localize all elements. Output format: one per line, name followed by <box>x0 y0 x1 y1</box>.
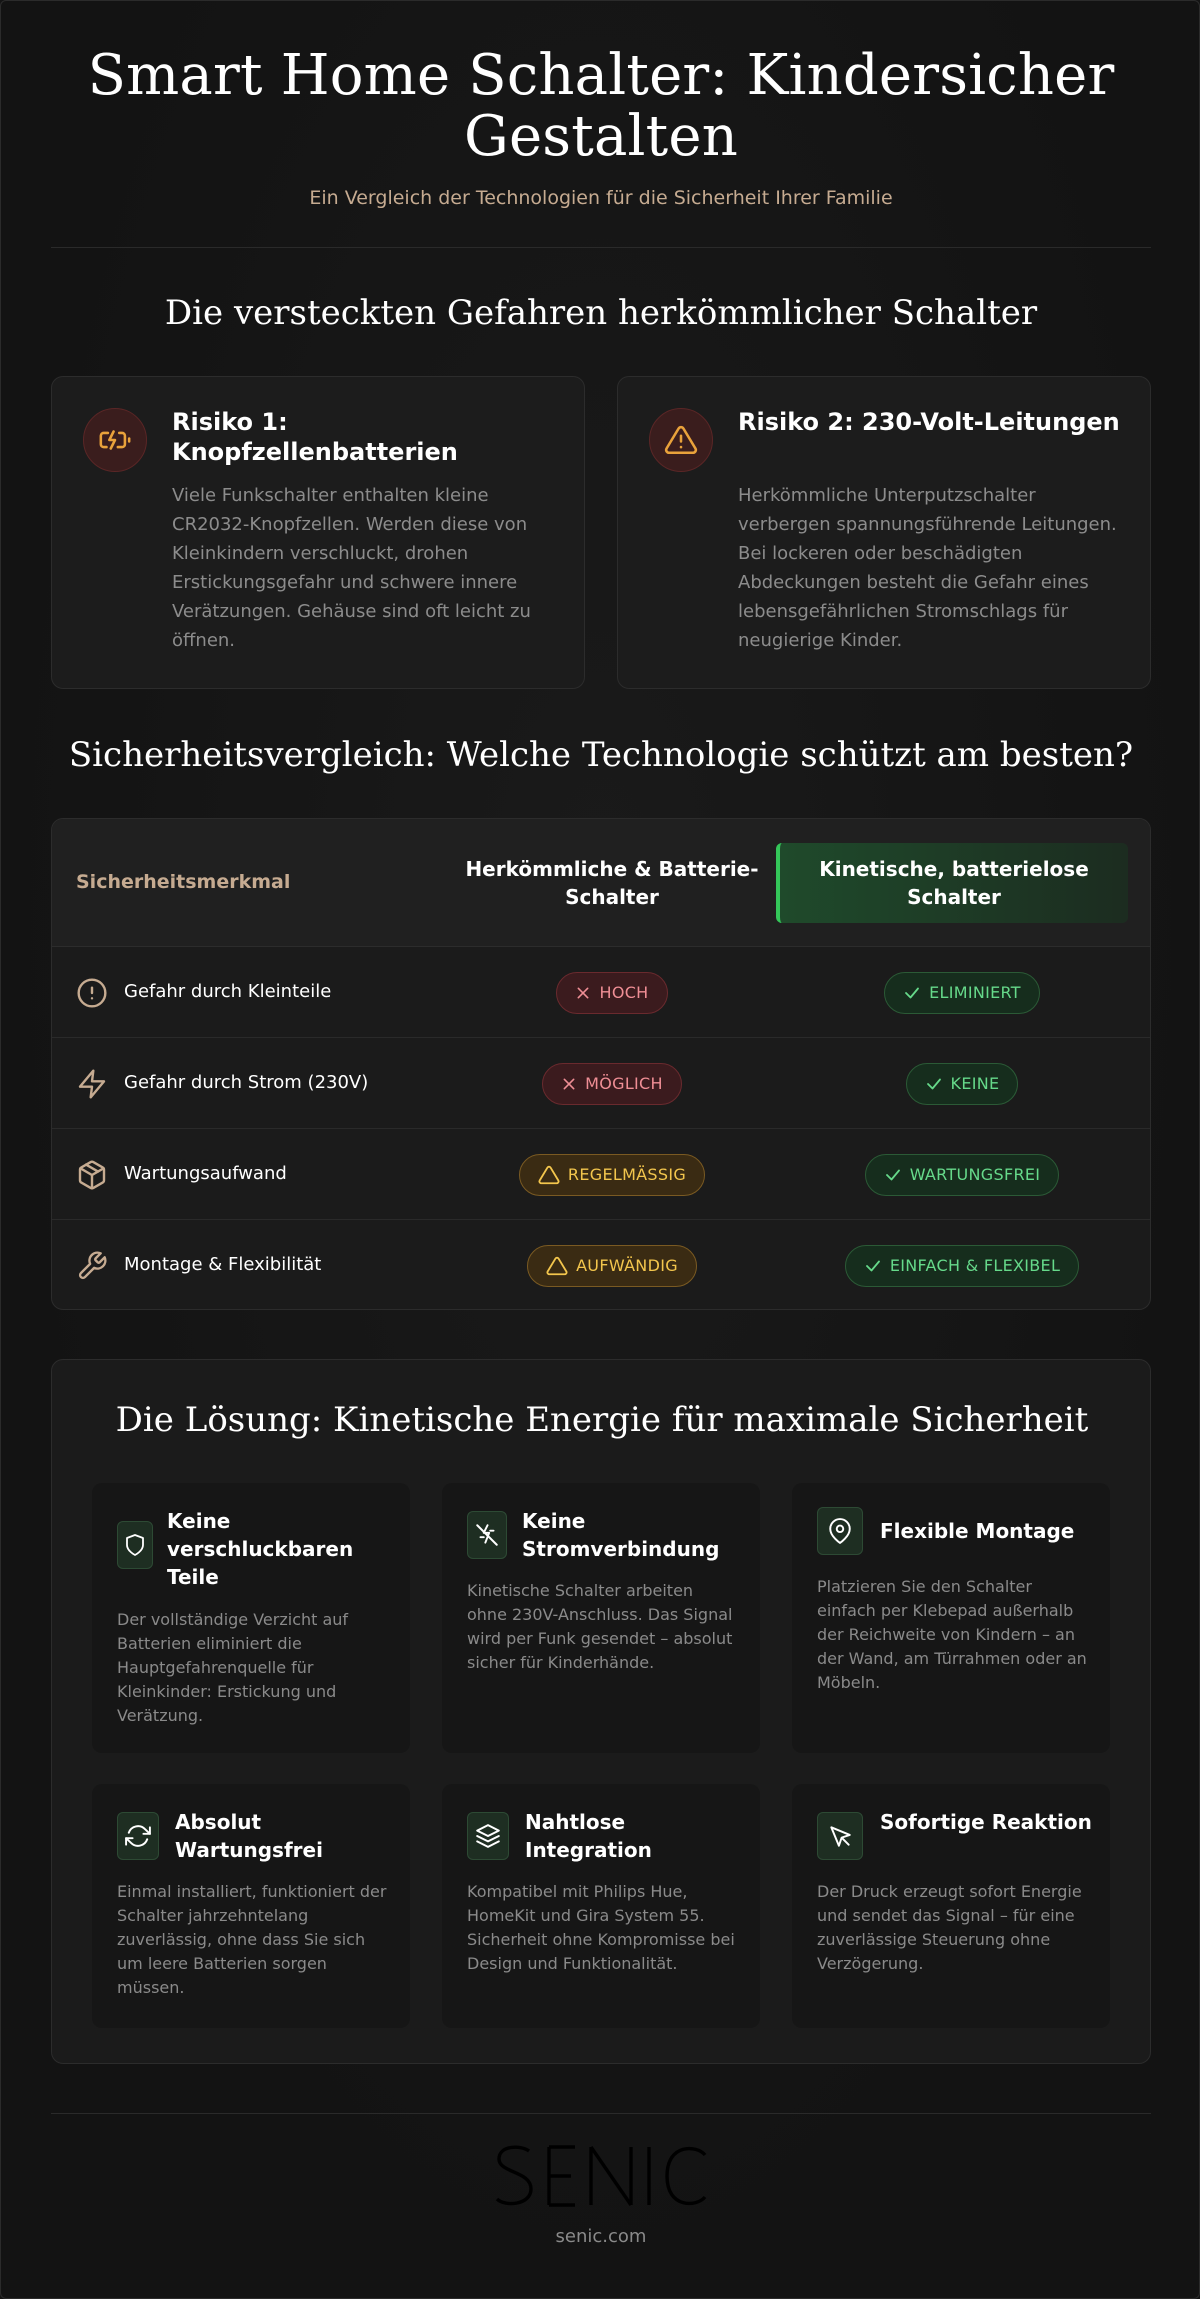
alert-circle-icon <box>76 977 108 1009</box>
footer-url-link[interactable]: senic.com <box>555 2226 647 2247</box>
cell-kinetic <box>792 1038 1132 1129</box>
feature-card <box>792 1483 1110 1753</box>
column-header-traditional: Herkömmliche & Batterie-Schalter <box>465 857 759 909</box>
refresh-icon <box>117 1812 159 1860</box>
comparison-table <box>51 818 1151 1310</box>
status-badge <box>865 1154 1060 1196</box>
feature-card <box>92 1483 410 1753</box>
status-badge <box>845 1245 1079 1287</box>
risk-title: Risiko 2: 230-Volt-Leitungen <box>738 408 1120 436</box>
risk-text: Viele Funkschalter enthalten kleine CR2032-Knopfzellen. Werden diese von Kleinkindern verschluckt, drohen Erstickungsgefahr und schwere innere Verätzungen. Gehäuse sind oft leicht zu öffnen. <box>172 485 531 651</box>
shield-icon <box>117 1521 153 1569</box>
wrench-icon <box>76 1250 108 1282</box>
row-label: Gefahr durch Strom (230V) <box>124 1072 369 1093</box>
cell-kinetic <box>792 1220 1132 1310</box>
footer-divider <box>51 2113 1151 2114</box>
table-row <box>52 1038 1151 1129</box>
cell-traditional <box>452 1129 772 1220</box>
warning-triangle-icon <box>649 408 713 472</box>
status-badge <box>527 1245 697 1287</box>
check-icon <box>884 1166 902 1184</box>
cell-kinetic <box>792 1129 1132 1220</box>
feature-title: Sofortige Reaktion <box>880 1810 1092 1834</box>
lightning-icon <box>76 1068 108 1100</box>
layers-icon <box>467 1812 509 1860</box>
badge-label: EINFACH & FLEXIBEL <box>889 1256 1061 1275</box>
row-label: Gefahr durch Kleinteile <box>124 981 332 1002</box>
status-badge <box>906 1063 1019 1105</box>
page-title: Smart Home Schalter: Kindersicher Gestalten <box>87 43 1115 169</box>
status-badge <box>884 972 1040 1014</box>
feature-card <box>792 1784 1110 2028</box>
column-header-feature: Sicherheitsmerkmal <box>76 871 291 893</box>
feature-text: Platzieren Sie den Schalter einfach per Klebepad außerhalb der Reichweite von Kindern – an der Wand, am Türrahmen oder an Möbeln. <box>817 1577 1087 1692</box>
table-row <box>52 1220 1151 1310</box>
badge-label: AUFWÄNDIG <box>576 1256 678 1275</box>
check-icon <box>864 1257 882 1275</box>
feature-card <box>442 1483 760 1753</box>
feature-card <box>442 1784 760 2028</box>
column-header-kinetic: Kinetische, batterielose Schalter <box>776 843 1128 923</box>
solution-panel <box>51 1359 1151 2064</box>
status-badge <box>519 1154 705 1196</box>
badge-label: MÖGLICH <box>585 1074 663 1093</box>
feature-text: Kompatibel mit Philips Hue, HomeKit und Gira System 55. Sicherheit ohne Kompromisse bei Design und Funktionalität. <box>467 1882 735 1973</box>
badge-label: WARTUNGSFREI <box>909 1165 1041 1184</box>
cell-traditional <box>452 1038 772 1129</box>
comparison-heading: Sicherheitsvergleich: Welche Technologie schützt am besten? <box>68 735 1134 775</box>
senic-logo[interactable] <box>491 2141 711 2211</box>
page-header <box>51 1 1151 248</box>
feature-title: Keine Stromverbindung <box>522 1509 720 1561</box>
feature-text: Der Druck erzeugt sofort Energie und sendet das Signal – für eine zuverlässige Steuerung ohne Verzögerung. <box>817 1882 1082 1973</box>
feature-text: Der vollständige Verzicht auf Batterien eliminiert die Hauptgefahrenquelle für Kleinkinder: Erstickung und Verätzung. <box>117 1610 349 1725</box>
row-label: Wartungsaufwand <box>124 1163 287 1184</box>
badge-label: REGELMÄSSIG <box>567 1165 687 1184</box>
check-icon <box>903 984 921 1002</box>
check-icon <box>925 1075 943 1093</box>
table-header <box>52 819 1151 947</box>
status-badge <box>556 972 667 1014</box>
badge-label: HOCH <box>599 983 649 1002</box>
feature-title: Keine verschluckbaren Teile <box>167 1509 354 1589</box>
cursor-click-icon <box>817 1812 863 1860</box>
package-icon <box>76 1159 108 1191</box>
table-row <box>52 947 1151 1038</box>
solution-heading: Die Lösung: Kinetische Energie für maximale Sicherheit <box>115 1400 1089 1440</box>
feature-title: Nahtlose Integration <box>525 1810 652 1862</box>
feature-text: Einmal installiert, funktioniert der Schalter jahrzehntelang zuverlässig, ohne dass Sie sich um leere Batterien sorgen müssen. <box>117 1882 387 1997</box>
risk-text: Herkömmliche Unterputzschalter verbergen spannungsführende Leitungen. Bei lockeren oder beschädigten Abdeckungen besteht die Gefahr eines lebensgefährlichen Stromschlags für neugierige Kinder. <box>738 485 1117 651</box>
x-icon <box>575 985 591 1001</box>
page-subtitle: Ein Vergleich der Technologien für die Sicherheit Ihrer Familie <box>309 187 893 209</box>
badge-label: KEINE <box>950 1074 1000 1093</box>
risk-card-voltage <box>617 376 1151 689</box>
power-off-icon <box>467 1511 507 1559</box>
feature-title: Absolut Wartungsfrei <box>175 1810 323 1862</box>
warning-icon <box>538 1164 560 1186</box>
cell-kinetic <box>792 947 1132 1038</box>
row-label: Montage & Flexibilität <box>124 1254 322 1275</box>
risk-card-batteries <box>51 376 585 689</box>
feature-text: Kinetische Schalter arbeiten ohne 230V-Anschluss. Das Signal wird per Funk gesendet – absolut sicher für Kinderhände. <box>467 1581 733 1672</box>
badge-label: ELIMINIERT <box>929 983 1021 1002</box>
x-icon <box>561 1076 577 1092</box>
risks-heading: Die versteckten Gefahren herkömmlicher Schalter <box>164 293 1038 333</box>
warning-icon <box>546 1255 568 1277</box>
feature-title: Flexible Montage <box>880 1519 1075 1543</box>
risk-title: Risiko 1: Knopfzellenbatterien <box>172 408 458 466</box>
cell-traditional <box>452 1220 772 1310</box>
status-badge <box>542 1063 682 1105</box>
map-pin-icon <box>817 1507 863 1555</box>
table-row <box>52 1129 1151 1220</box>
cell-traditional <box>452 947 772 1038</box>
feature-card <box>92 1784 410 2028</box>
battery-charging-icon <box>83 408 147 472</box>
